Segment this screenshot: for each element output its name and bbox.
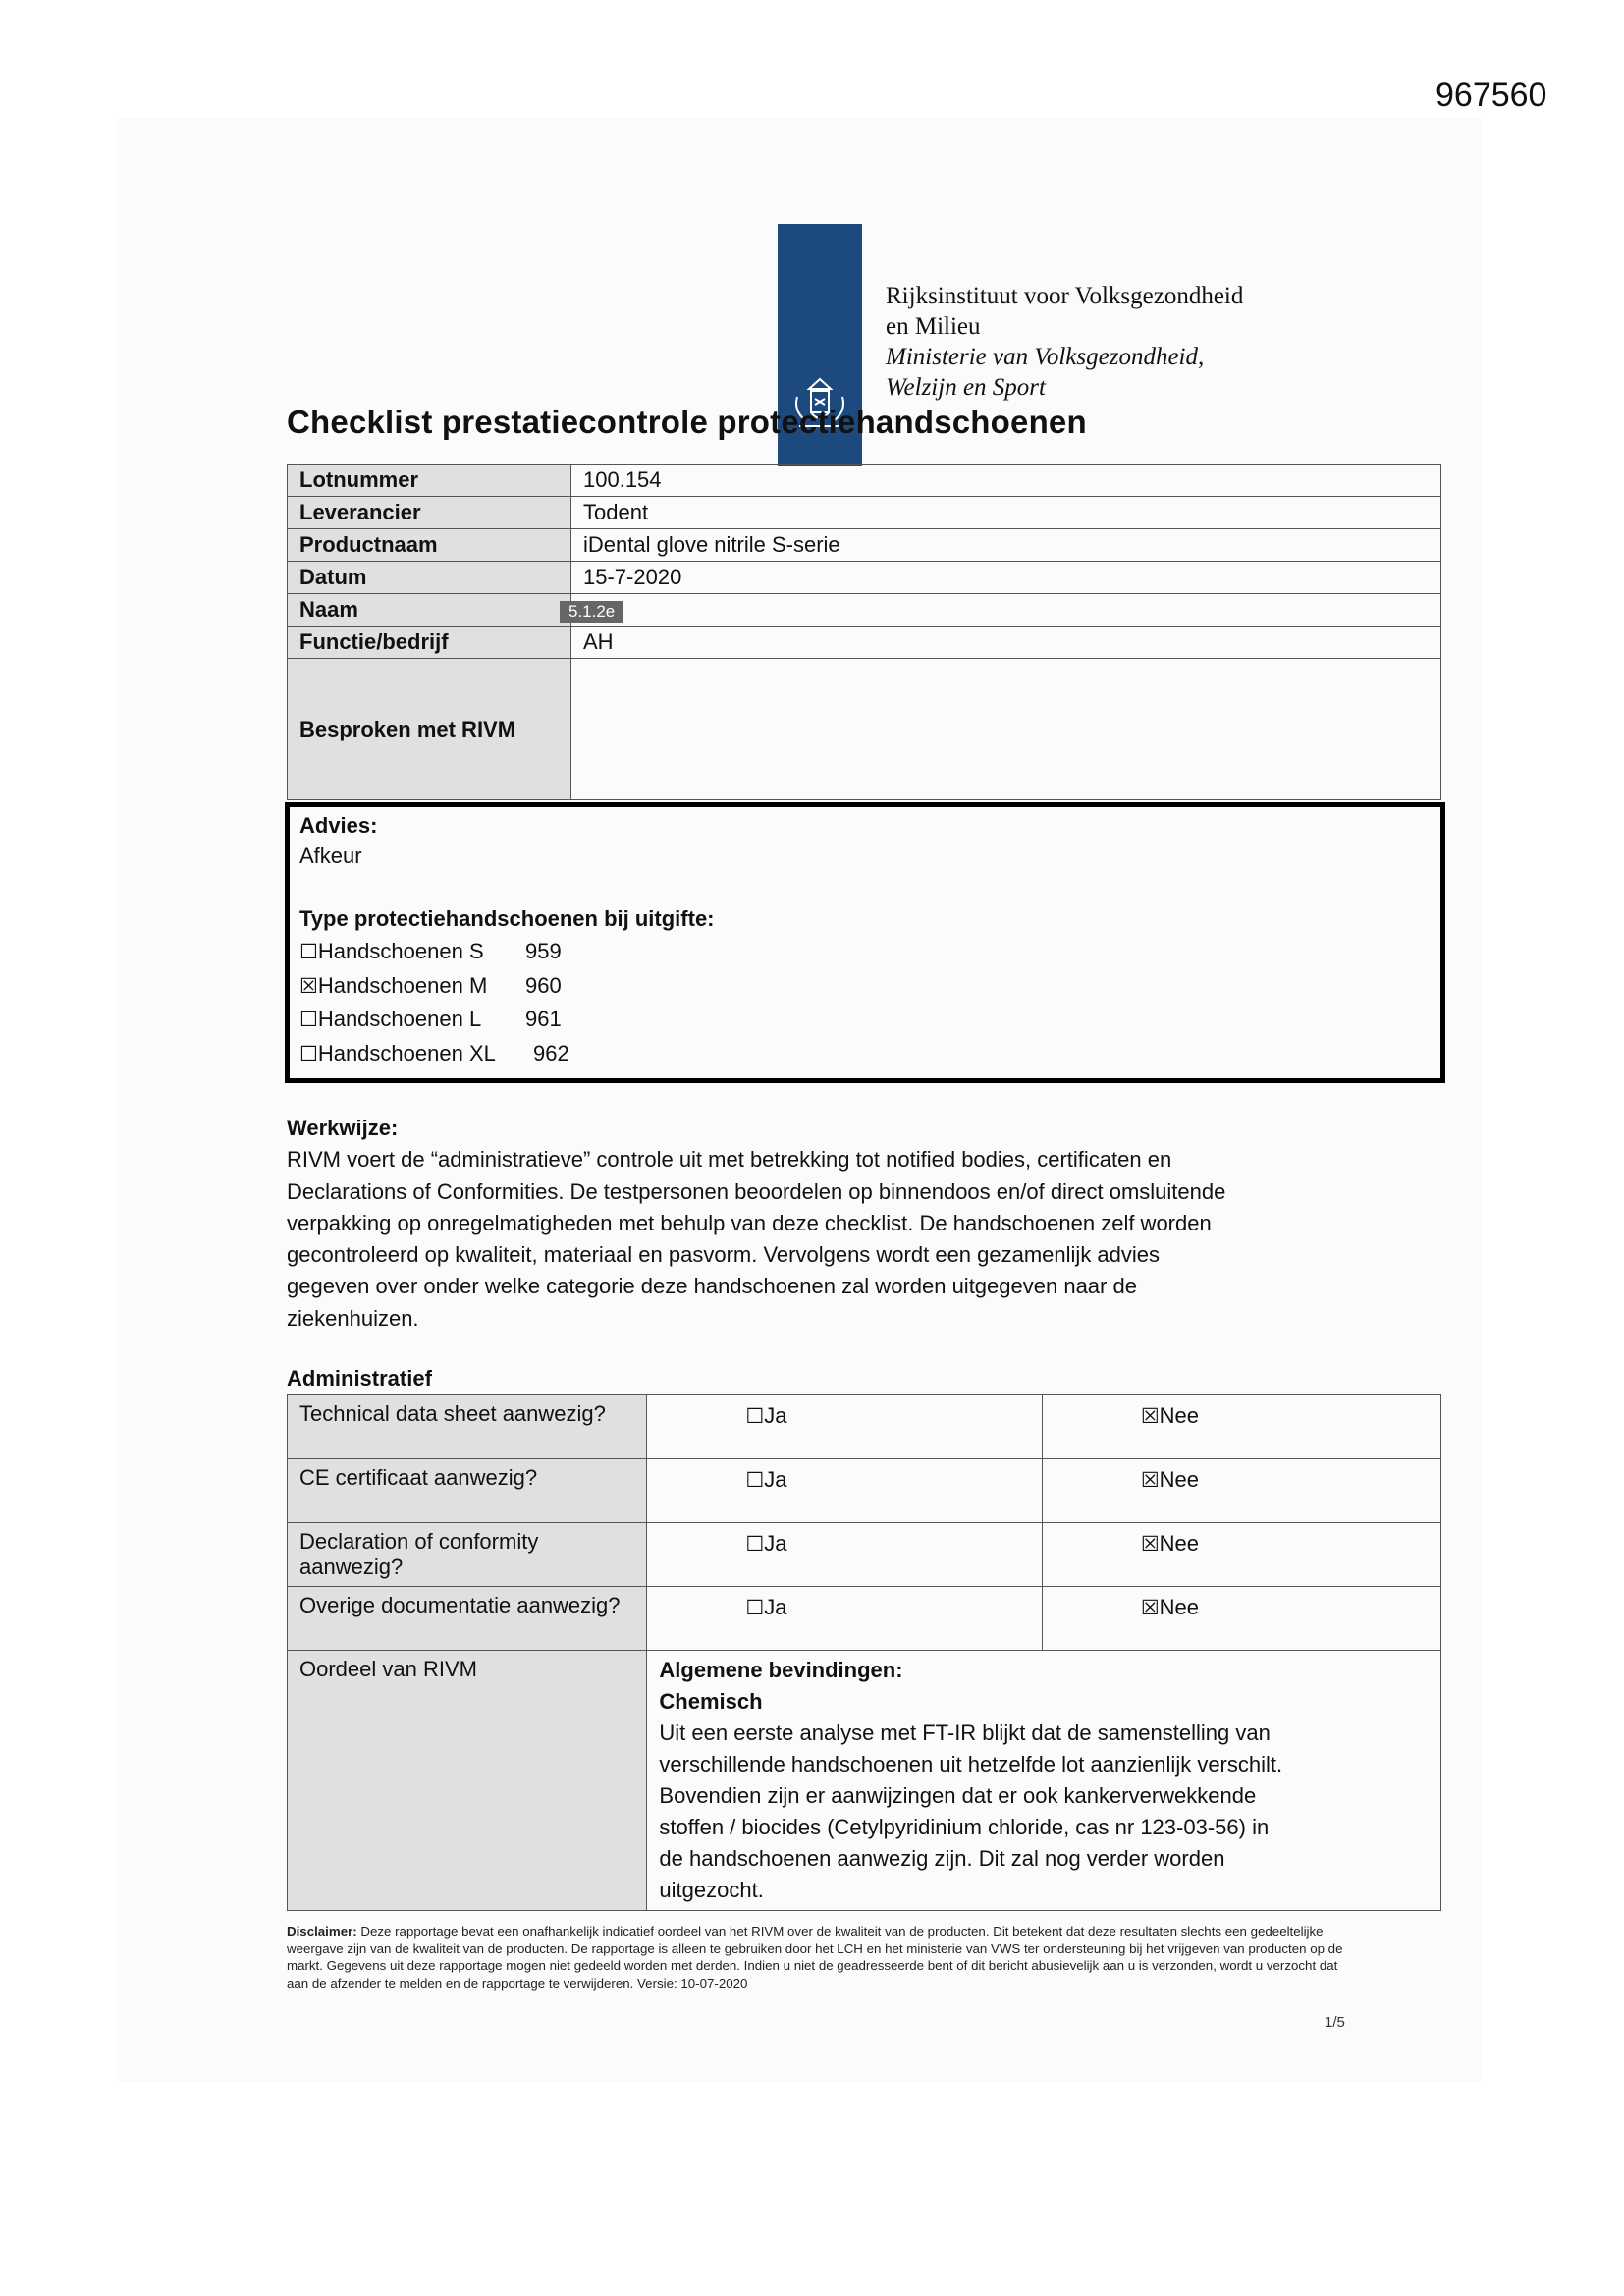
info-row-naam [288, 594, 1441, 627]
document-title: Checklist prestatiecontrole protectiehandschoenen [287, 404, 1087, 440]
ja-label: Ja [764, 1531, 787, 1556]
ja-option [647, 1587, 1042, 1651]
oordeel-label: Oordeel van RIVM [288, 1651, 647, 1911]
naam-label: Naam [288, 594, 571, 627]
option-code: 962 [533, 1041, 569, 1066]
type-label: Type protectiehandschoenen bij uitgifte: [299, 906, 715, 931]
info-row-besproken [288, 659, 1441, 800]
naam-value [568, 594, 1441, 627]
redaction-badge: 5.1.2e [560, 601, 623, 623]
checkbox-icon: ☐ [299, 1042, 318, 1066]
option-l [299, 1007, 481, 1032]
checkbox-icon: ☐ [299, 940, 318, 963]
admin-row [288, 1523, 1441, 1587]
chemisch-heading: Chemisch [659, 1689, 763, 1714]
werkwijze-section [287, 1113, 1416, 1335]
ministry-line1: Ministerie van Volksgezondheid, [886, 344, 1205, 370]
lotnummer-value: 100.154 [571, 465, 1441, 497]
info-row-datum [288, 562, 1441, 594]
checkbox-checked-icon: ☒ [1140, 1468, 1160, 1492]
bevindingen-line: verschillende handschoenen uit hetzelfde lot aanzienlijk verschilt. [659, 1752, 1283, 1777]
datum-value: 15-7-2020 [571, 562, 1441, 594]
nee-label: Nee [1159, 1595, 1199, 1619]
werkwijze-line: RIVM voert de “administratieve” controle uit met betrekking tot notified bodies, certificaten en [287, 1147, 1172, 1173]
checkbox-icon: ☐ [745, 1596, 765, 1619]
product-info-table [287, 464, 1441, 800]
admin-row [288, 1587, 1441, 1651]
administratief-table [287, 1394, 1441, 1911]
bevindingen-line: Bovendien zijn er aanwijzingen dat er ook kankerverwekkende [659, 1783, 1257, 1808]
org-name-line1: Rijksinstituut voor Volksgezondheid [886, 283, 1244, 309]
administratief-heading: Administratief [287, 1366, 432, 1391]
ja-option [647, 1395, 1042, 1459]
werkwijze-heading: Werkwijze: [287, 1116, 399, 1140]
functie-value: AH [571, 627, 1441, 659]
lotnummer-label: Lotnummer [288, 465, 571, 497]
werkwijze-line: Declarations of Conformities. De testpersonen beoordelen op binnendoos en/of direct omsluitende [287, 1178, 1226, 1204]
option-label: Handschoenen M [317, 973, 488, 998]
option-s [299, 939, 484, 964]
checkbox-checked-icon: ☒ [1140, 1404, 1160, 1428]
checkbox-icon: ☐ [745, 1468, 765, 1492]
leverancier-label: Leverancier [288, 497, 571, 529]
option-code: 961 [525, 1007, 562, 1031]
disclaimer-text: Deze rapportage bevat een onafhankelijk indicatief oordeel van het RIVM over de kwaliteit van de producten. Dit betekent dat deze resultaten slechts een gedeeltelijke weergave zijn van de kwaliteit van de producten. De rapportage is alleen te gebruiken door het LCH en het ministerie van VWS ter ondersteuning bij het vrijgeven van producten op de markt. Gegevens uit deze rapportage mogen niet gedeeld worden met derden. Indien u niet de geadresseerde bent of dit bericht abusievelijk aan u is verzonden, wordt u verzocht dat aan de afzender te melden en de rapportage te verwijderen. Versie: 10-07-2020 [287, 1924, 1343, 1991]
productnaam-value: iDental glove nitrile S-serie [571, 529, 1441, 562]
nee-label: Nee [1159, 1467, 1199, 1492]
option-label: Handschoenen L [317, 1007, 482, 1031]
option-m [299, 973, 487, 999]
ja-label: Ja [764, 1403, 787, 1428]
advies-label: Advies: [299, 813, 378, 838]
advies-box [285, 802, 1445, 1083]
bevindingen-line: Uit een eerste analyse met FT-IR blijkt dat de samenstelling van [659, 1721, 1271, 1745]
admin-question: Declaration of conformity aanwezig? [288, 1523, 647, 1587]
werkwijze-line: verpakking op onregelmatigheden met behulp van deze checklist. De handschoenen zelf worden [287, 1210, 1212, 1235]
checkbox-checked-icon: ☒ [1140, 1596, 1160, 1619]
disclaimer [287, 1923, 1353, 1992]
besproken-label: Besproken met RIVM [288, 659, 571, 800]
advies-value: Afkeur [299, 844, 362, 868]
nee-label: Nee [1159, 1531, 1199, 1556]
checkbox-checked-icon: ☒ [299, 974, 318, 998]
info-row-leverancier [288, 497, 1441, 529]
ministry-line2: Welzijn en Sport [886, 374, 1046, 401]
admin-question: Technical data sheet aanwezig? [288, 1395, 647, 1459]
werkwijze-line: gegeven over onder welke categorie deze handschoenen zal worden uitgegeven naar de [287, 1274, 1137, 1299]
admin-row [288, 1459, 1441, 1523]
productnaam-label: Productnaam [288, 529, 571, 562]
ja-label: Ja [764, 1595, 787, 1619]
ja-label: Ja [764, 1467, 787, 1492]
oordeel-content [647, 1651, 1441, 1911]
bevindingen-line: de handschoenen aanwezig zijn. Dit zal nog verder worden [659, 1846, 1225, 1871]
option-code: 959 [525, 939, 562, 963]
org-name-line2: en Milieu [886, 313, 981, 340]
page-number: 1/5 [1325, 2014, 1345, 2031]
checkbox-icon: ☐ [745, 1404, 765, 1428]
werkwijze-line: gecontroleerd op kwaliteit, materiaal en pasvorm. Vervolgens wordt een gezamenlijk advies [287, 1242, 1161, 1268]
bevindingen-line: stoffen / biocides (Cetylpyridinium chloride, cas nr 123-03-56) in [659, 1815, 1270, 1839]
leverancier-value: Todent [571, 497, 1441, 529]
besproken-value [571, 659, 1441, 800]
option-label: Handschoenen XL [317, 1041, 496, 1066]
nee-label: Nee [1159, 1403, 1199, 1428]
functie-label: Functie/bedrijf [288, 627, 571, 659]
option-label: Handschoenen S [317, 939, 484, 963]
info-row-productnaam [288, 529, 1441, 562]
document-id: 967560 [1435, 77, 1547, 114]
option-code: 960 [525, 973, 562, 998]
info-row-functie [288, 627, 1441, 659]
nee-option [1042, 1459, 1440, 1523]
oordeel-row [288, 1651, 1441, 1911]
admin-question: CE certificaat aanwezig? [288, 1459, 647, 1523]
admin-question: Overige documentatie aanwezig? [288, 1587, 647, 1651]
checkbox-checked-icon: ☒ [1140, 1532, 1160, 1556]
option-xl [299, 1041, 496, 1066]
bevindingen-line: uitgezocht. [659, 1878, 764, 1902]
datum-label: Datum [288, 562, 571, 594]
admin-row [288, 1395, 1441, 1459]
disclaimer-label: Disclaimer: [287, 1924, 357, 1939]
ja-option [647, 1523, 1042, 1587]
checkbox-icon: ☐ [299, 1008, 318, 1031]
nee-option [1042, 1523, 1440, 1587]
bevindingen-heading: Algemene bevindingen: [659, 1658, 903, 1682]
checkbox-icon: ☐ [745, 1532, 765, 1556]
nee-option [1042, 1587, 1440, 1651]
nee-option [1042, 1395, 1440, 1459]
ja-option [647, 1459, 1042, 1523]
info-row-lotnummer [288, 465, 1441, 497]
werkwijze-line: ziekenhuizen. [287, 1305, 419, 1331]
